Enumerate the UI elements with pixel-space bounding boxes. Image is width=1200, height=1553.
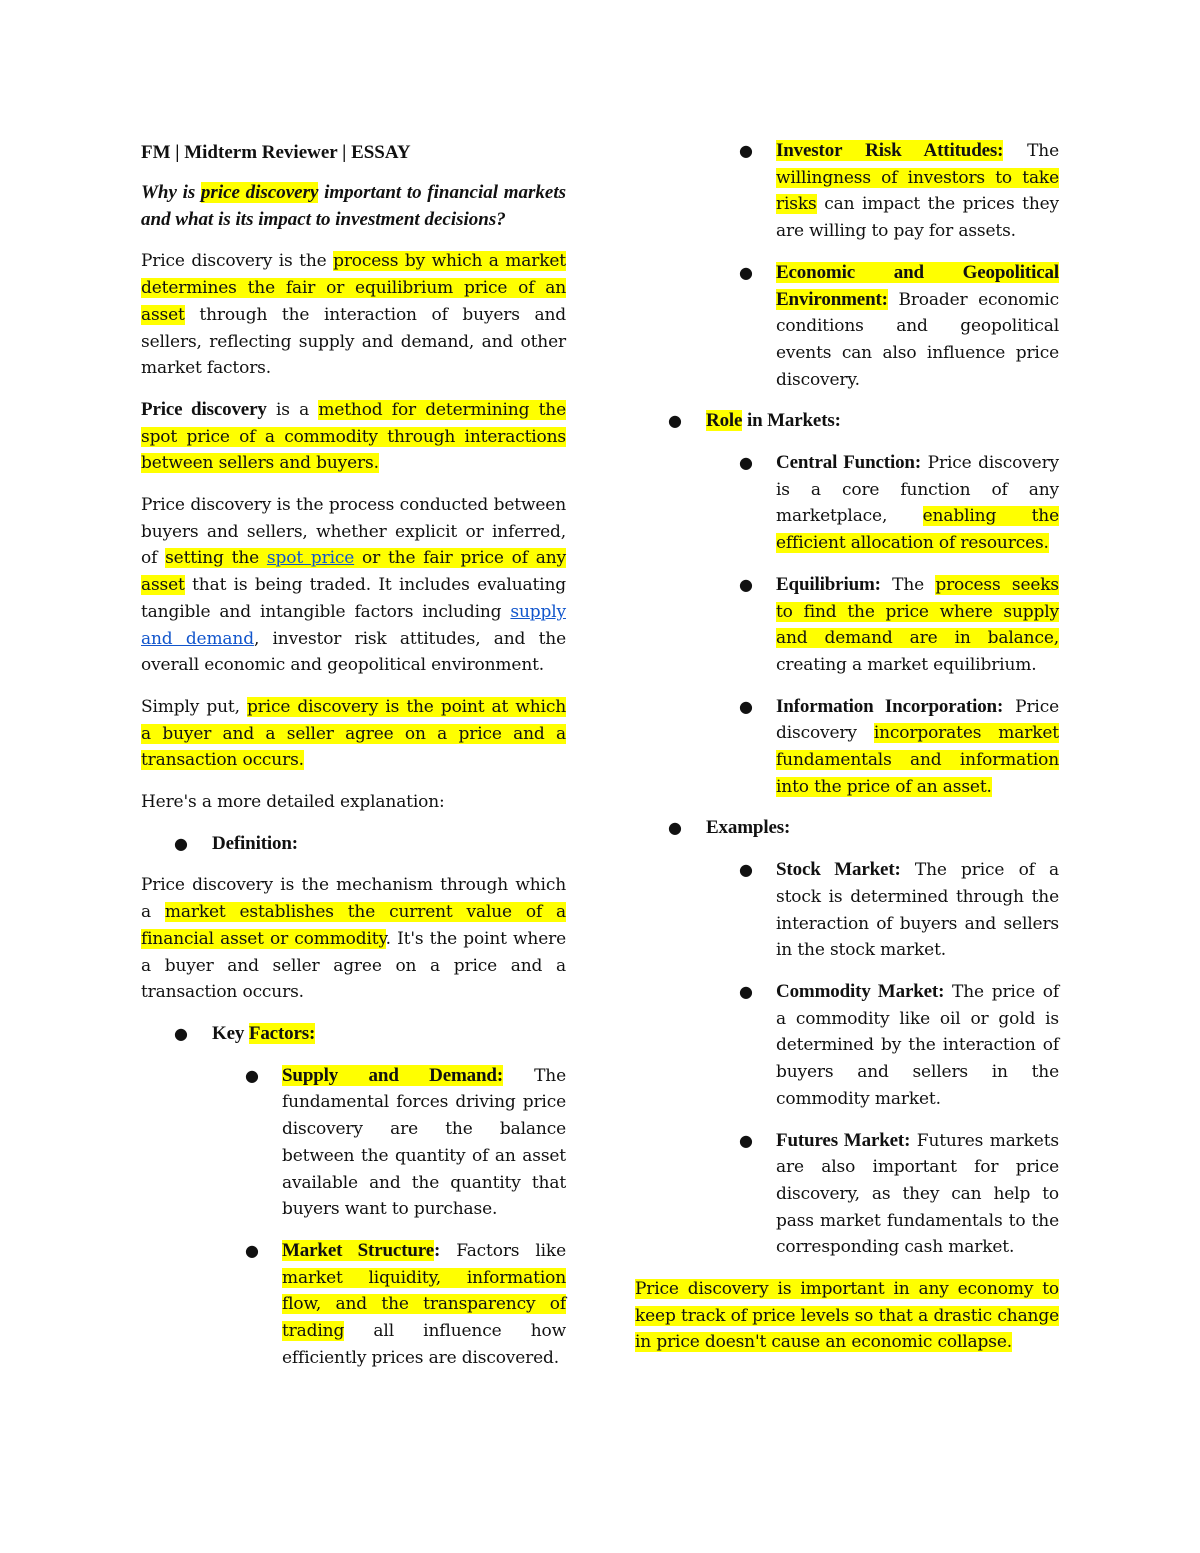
- bullet-icon: ●: [668, 818, 682, 838]
- p2-bold: Price discovery: [141, 398, 267, 420]
- bullet-icon: ●: [739, 981, 753, 1001]
- paragraph-3: [141, 492, 566, 679]
- question-text: Why is: [141, 182, 201, 203]
- list-item-information-incorporation: [635, 694, 1059, 801]
- paragraph-5: Here's a more detailed explanation:: [141, 792, 445, 813]
- p2-highlight: method for determining the spot price of a commodity through interactions between sellers and buyers.: [141, 399, 566, 474]
- bullet-icon: ●: [739, 141, 753, 160]
- bullet-icon: ●: [174, 833, 188, 853]
- stock-market-label: Stock Market:: [776, 859, 901, 881]
- list-item-equilibrium: [635, 572, 1059, 679]
- market-structure-colon: :: [434, 1239, 441, 1261]
- list-item-definition: [141, 831, 566, 858]
- definition-text-end: . It's the point where a buyer and seller agree on a price and a transaction occurs.: [141, 928, 566, 1003]
- equilibrium-text-end: creating a market equilibrium.: [776, 654, 1037, 675]
- investor-risk-text: The: [1003, 141, 1059, 161]
- investor-risk-label: Investor Risk Attitudes:: [776, 140, 1004, 161]
- p3-highlight-a: setting the: [165, 548, 267, 569]
- investor-risk-text-end: can impact the prices they are willing to pay for assets.: [776, 194, 1059, 242]
- definition-highlight: market establishes the current value of a financial asset or commodity: [141, 902, 566, 949]
- equilibrium-label: Equilibrium:: [776, 573, 881, 595]
- question-text-end: important to financial markets and what is its impact to investment decisions?: [141, 182, 566, 230]
- list-item-key-factors: [141, 1021, 566, 1048]
- bullet-icon: ●: [739, 574, 753, 594]
- supply-and-demand-link[interactable]: supply and demand: [141, 601, 566, 649]
- p3-highlight-b: or the fair price of any asset: [141, 548, 566, 596]
- list-item-central-function: [635, 450, 1059, 557]
- list-item-stock-market: [635, 857, 1059, 964]
- list-item-supply-demand: [141, 1063, 566, 1223]
- information-incorporation-highlight: incorporates market fundamentals and information into the price of an asset.: [776, 723, 1059, 797]
- key-factors-label: Key: [212, 1022, 249, 1044]
- p4-text: Simply put,: [141, 696, 247, 717]
- paragraph-1: [141, 248, 566, 382]
- paragraph-4: [141, 694, 566, 774]
- information-incorporation-label: Information Incorporation:: [776, 695, 1004, 717]
- supply-demand-label: Supply and Demand:: [282, 1064, 504, 1086]
- role-label: in Markets:: [742, 410, 841, 432]
- definition-label: Definition:: [212, 832, 298, 854]
- list-item-futures-market: [635, 1128, 1059, 1262]
- bullet-icon: ●: [739, 453, 753, 473]
- examples-label: Examples:: [706, 817, 791, 839]
- role-label-highlight: Role: [706, 410, 743, 432]
- supply-demand-text: The fundamental forces driving price discovery are the balance between the quantity of an asset available and the quantity that buyers want to purchase.: [282, 1065, 566, 1220]
- list-item-commodity-market: [635, 979, 1059, 1113]
- commodity-market-label: Commodity Market:: [776, 980, 945, 1002]
- central-function-highlight: enabling the efficient allocation of resources.: [776, 506, 1059, 554]
- central-function-label: Central Function:: [776, 452, 922, 474]
- market-structure-highlight: market liquidity, information flow, and the transparency of trading: [282, 1267, 566, 1342]
- p2-text: is a: [266, 399, 319, 420]
- bullet-icon: ●: [739, 1130, 753, 1150]
- market-structure-label: Market Structure: [282, 1239, 435, 1261]
- conclusion-paragraph: [635, 1276, 1059, 1356]
- information-incorporation-text: Price discovery: [776, 696, 1059, 744]
- p1-highlight: process by which a market determines the fair or equilibrium price of an asset: [141, 251, 566, 325]
- bullet-icon: ●: [174, 1023, 188, 1043]
- investor-risk-highlight: willingness of investors to take risks: [776, 167, 1059, 215]
- central-function-text: Price discovery is a core function of any marketplace,: [776, 453, 1059, 527]
- equilibrium-highlight: process seeks to find the price where supply and demand are in balance,: [776, 574, 1059, 649]
- p3-text: Price discovery is the process conducted between buyers and sellers, whether explicit or inferred, of: [141, 495, 566, 569]
- bullet-icon: ●: [245, 1065, 259, 1085]
- list-item-examples: [635, 815, 1059, 842]
- commodity-market-text: The price of a commodity like oil or gold is determined by the interaction of buyers and sellers in the commodity market.: [776, 981, 1059, 1109]
- bullet-icon: ●: [739, 696, 753, 716]
- p4-highlight: price discovery is the point at which a buyer and a seller agree on a price and a transaction occurs.: [141, 696, 566, 771]
- stock-market-text: The price of a stock is determined through the interaction of buyers and sellers in the stock market.: [776, 860, 1060, 961]
- definition-text: Price discovery is the mechanism through which a: [141, 875, 566, 923]
- futures-market-text: Futures markets are also important for price discovery, as they can help to pass market fundamentals to the corresponding cash market.: [776, 1130, 1059, 1258]
- bullet-icon: ●: [245, 1240, 259, 1260]
- equilibrium-text: The: [880, 574, 936, 595]
- futures-market-label: Futures Market:: [776, 1129, 911, 1151]
- bullet-icon: ●: [668, 411, 682, 431]
- conclusion-highlight: Price discovery is important in any economy to keep track of price levels so that a drastic change in price doesn't cause an economic collapse.: [635, 1279, 1059, 1353]
- bullet-icon: ●: [739, 860, 753, 880]
- market-structure-text-end: all influence how efficiently prices are discovered.: [282, 1321, 566, 1368]
- spot-price-link[interactable]: spot price: [266, 548, 355, 569]
- market-structure-text: Factors like: [440, 1240, 566, 1261]
- list-item-economic-geopolitical: [635, 260, 1059, 394]
- list-item-market-structure: [141, 1238, 566, 1372]
- key-factors-label-highlight: Factors:: [248, 1022, 316, 1044]
- question-highlight: price discovery: [200, 182, 319, 203]
- list-item-investor-risk: [635, 138, 1059, 245]
- left-column: [141, 138, 566, 1386]
- economic-geopolitical-label: Economic and Geopolitical Environment:: [776, 261, 1059, 310]
- p3-text-mid: that is being traded. It includes evaluating tangible and intangible factors including: [141, 575, 566, 622]
- page-title: FM | Midterm Reviewer | ESSAY: [141, 142, 411, 163]
- p1-text-end: through the interaction of buyers and sellers, reflecting supply and demand, and other market factors.: [141, 304, 566, 379]
- bullet-icon: ●: [739, 262, 753, 282]
- paragraph-2: [141, 397, 566, 477]
- p1-text: Price discovery is the: [141, 251, 334, 272]
- essay-question: [141, 180, 566, 233]
- list-item-role-in-markets: [635, 408, 1059, 435]
- definition-paragraph: [141, 872, 566, 1006]
- economic-geopolitical-text: Broader economic conditions and geopolitical events can also influence price discovery.: [776, 289, 1059, 390]
- p3-text-end: , investor risk attitudes, and the overall economic and geopolitical environment.: [141, 628, 566, 676]
- right-column: [635, 138, 1059, 1371]
